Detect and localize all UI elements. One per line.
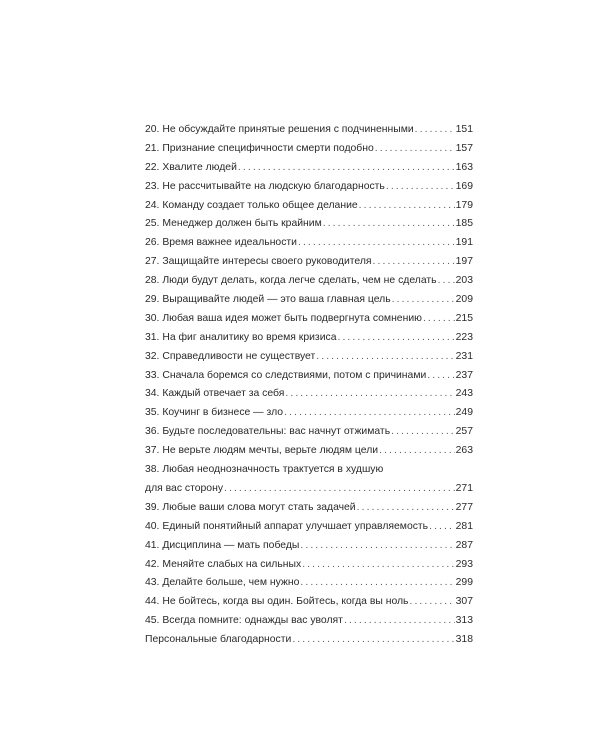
dot-leader bbox=[379, 442, 455, 461]
toc-entry-page: 263 bbox=[455, 445, 473, 457]
dot-leader bbox=[238, 159, 455, 178]
toc-entry-page: 223 bbox=[455, 331, 473, 343]
toc-entry-title: 20. Не обсуждайте принятые решения с подчиненными bbox=[145, 124, 414, 135]
toc-entry-page: 313 bbox=[455, 615, 473, 627]
toc-entry-page: 281 bbox=[455, 520, 473, 532]
toc-entry-33[interactable] bbox=[145, 367, 473, 386]
toc-entry-title: 27. Защищайте интересы своего руководителя bbox=[145, 256, 372, 268]
toc-entry-title: 34. Каждый отвечает за себя bbox=[145, 388, 285, 400]
toc-entry-title: 30. Любая ваша идея может быть подвергнута сомнению bbox=[145, 312, 422, 324]
toc-entry-title: 24. Команду создает только общее делание bbox=[145, 199, 358, 211]
toc-entry-title: 26. Время важнее идеальности bbox=[145, 237, 297, 249]
toc-entry-20[interactable] bbox=[145, 121, 473, 140]
toc-entry-title: 42. Меняйте слабых на сильных bbox=[145, 558, 302, 570]
toc-entry-page: 209 bbox=[455, 294, 473, 306]
toc-entry-page: 318 bbox=[455, 634, 473, 646]
toc-entry-37[interactable] bbox=[145, 442, 473, 461]
toc-entry-43[interactable] bbox=[145, 574, 473, 593]
toc-entry-title: 36. Будьте последовательны: вас начнут отжимать bbox=[145, 426, 391, 438]
toc-entry-page: 307 bbox=[455, 596, 473, 608]
toc-entry-page: 237 bbox=[455, 369, 473, 381]
toc-entry-34[interactable] bbox=[145, 385, 473, 404]
toc-entry-29[interactable] bbox=[145, 291, 473, 310]
toc-entry-title: 43. Делайте больше, чем нужно bbox=[145, 577, 300, 589]
toc-entry-title: 38. Любая неоднозначность трактуется в худшую bbox=[145, 464, 384, 476]
dot-leader bbox=[359, 197, 455, 216]
toc-entry-page: 277 bbox=[455, 501, 473, 513]
toc-entry-42[interactable] bbox=[145, 556, 473, 575]
toc-entry-39[interactable] bbox=[145, 499, 473, 518]
toc-entry-27[interactable] bbox=[145, 253, 473, 272]
toc-entry-page: 179 bbox=[455, 199, 473, 211]
toc-entry-26[interactable] bbox=[145, 234, 473, 253]
toc-entry-title: 40. Единый понятийный аппарат улучшает управляемость bbox=[145, 520, 429, 532]
toc-entry-page: 299 bbox=[455, 577, 473, 589]
dot-leader bbox=[298, 234, 455, 253]
toc-entry-title: 37. Не верьте людям мечты, верьте людям цели bbox=[145, 445, 379, 457]
toc-entry-title-continuation-row bbox=[145, 480, 473, 499]
toc-entry-title: 31. На фиг аналитику во время кризиса bbox=[145, 331, 337, 343]
toc-entry-31[interactable] bbox=[145, 329, 473, 348]
dot-leader bbox=[438, 272, 455, 291]
toc-entry-page: 293 bbox=[455, 558, 473, 570]
dot-leader bbox=[302, 556, 454, 575]
toc-entry-21[interactable] bbox=[145, 140, 473, 159]
dot-leader bbox=[357, 499, 455, 518]
dot-leader bbox=[415, 121, 455, 140]
toc-entry-23[interactable] bbox=[145, 178, 473, 197]
dot-leader bbox=[423, 310, 455, 329]
toc-entry-32[interactable] bbox=[145, 348, 473, 367]
toc-entry-page: 169 bbox=[455, 180, 473, 192]
dot-leader bbox=[224, 480, 455, 499]
toc-entry-30[interactable] bbox=[145, 310, 473, 329]
toc-entry-page: 203 bbox=[455, 275, 473, 287]
toc-entry-38[interactable] bbox=[145, 461, 473, 499]
toc-entry-title: 44. Не бойтесь, когда вы один. Бойтесь, когда вы ноль bbox=[145, 596, 409, 608]
table-of-contents bbox=[145, 121, 473, 650]
toc-entry-title: 32. Справедливости не существует bbox=[145, 350, 316, 362]
dot-leader bbox=[300, 574, 454, 593]
toc-entry-title: 25. Менеджер должен быть крайним bbox=[145, 218, 322, 230]
dot-leader bbox=[337, 329, 454, 348]
toc-entry-28[interactable] bbox=[145, 272, 473, 291]
toc-entry-40[interactable] bbox=[145, 518, 473, 537]
toc-entry-title: 23. Не рассчитывайте на людскую благодарность bbox=[145, 180, 385, 192]
dot-leader bbox=[391, 423, 455, 442]
dot-leader bbox=[375, 140, 455, 159]
toc-entry-35[interactable] bbox=[145, 404, 473, 423]
toc-entry-title: Персональные благодарности bbox=[145, 634, 292, 646]
dot-leader bbox=[284, 404, 455, 423]
toc-entry-acknowledgements[interactable] bbox=[145, 631, 473, 650]
toc-entry-25[interactable] bbox=[145, 215, 473, 234]
toc-entry-page: 197 bbox=[455, 256, 473, 268]
toc-entry-title: 45. Всегда помните: однажды вас уволят bbox=[145, 615, 343, 627]
toc-entry-page: 191 bbox=[455, 237, 473, 249]
dot-leader bbox=[323, 215, 455, 234]
toc-entry-page: 287 bbox=[455, 539, 473, 551]
toc-entry-page: 249 bbox=[455, 407, 473, 419]
toc-entry-41[interactable] bbox=[145, 537, 473, 556]
toc-entry-title: 33. Сначала боремся со следствиями, потом с причинами bbox=[145, 369, 427, 381]
toc-entry-title: 39. Любые ваши слова могут стать задачей bbox=[145, 501, 356, 513]
toc-entry-22[interactable] bbox=[145, 159, 473, 178]
toc-entry-36[interactable] bbox=[145, 423, 473, 442]
toc-entry-45[interactable] bbox=[145, 612, 473, 631]
toc-entry-24[interactable] bbox=[145, 197, 473, 216]
dot-leader bbox=[409, 593, 454, 612]
toc-entry-page: 257 bbox=[455, 426, 473, 438]
toc-entry-title: 22. Хвалите людей bbox=[145, 161, 237, 173]
dot-leader bbox=[292, 631, 454, 650]
toc-entry-page: 163 bbox=[455, 161, 473, 173]
dot-leader bbox=[429, 518, 455, 537]
toc-entry-page: 231 bbox=[455, 350, 473, 362]
toc-entry-page: 271 bbox=[455, 482, 473, 494]
dot-leader bbox=[427, 367, 454, 386]
toc-entry-44[interactable] bbox=[145, 593, 473, 612]
toc-entry-title: 35. Коучинг в бизнесе — зло bbox=[145, 407, 284, 419]
toc-entry-page: 215 bbox=[455, 312, 473, 324]
dot-leader bbox=[344, 612, 455, 631]
toc-entry-title: 21. Признание специфичности смерти подобно bbox=[145, 142, 374, 154]
toc-entry-title: 28. Люди будут делать, когда легче сделать, чем не сделать bbox=[145, 275, 437, 287]
toc-entry-title: 29. Выращивайте людей — это ваша главная цель bbox=[145, 294, 391, 306]
toc-entry-page: 151 bbox=[455, 124, 473, 135]
toc-entry-title: 41. Дисциплина — мать победы bbox=[145, 539, 300, 551]
toc-entry-page: 157 bbox=[455, 142, 473, 154]
toc-entry-page: 243 bbox=[455, 388, 473, 400]
dot-leader bbox=[373, 253, 455, 272]
toc-entry-title-line2: для вас сторону bbox=[145, 482, 224, 494]
dot-leader bbox=[285, 385, 454, 404]
dot-leader bbox=[392, 291, 455, 310]
dot-leader bbox=[300, 537, 454, 556]
toc-entry-page: 185 bbox=[455, 218, 473, 230]
dot-leader bbox=[386, 178, 455, 197]
dot-leader bbox=[316, 348, 454, 367]
